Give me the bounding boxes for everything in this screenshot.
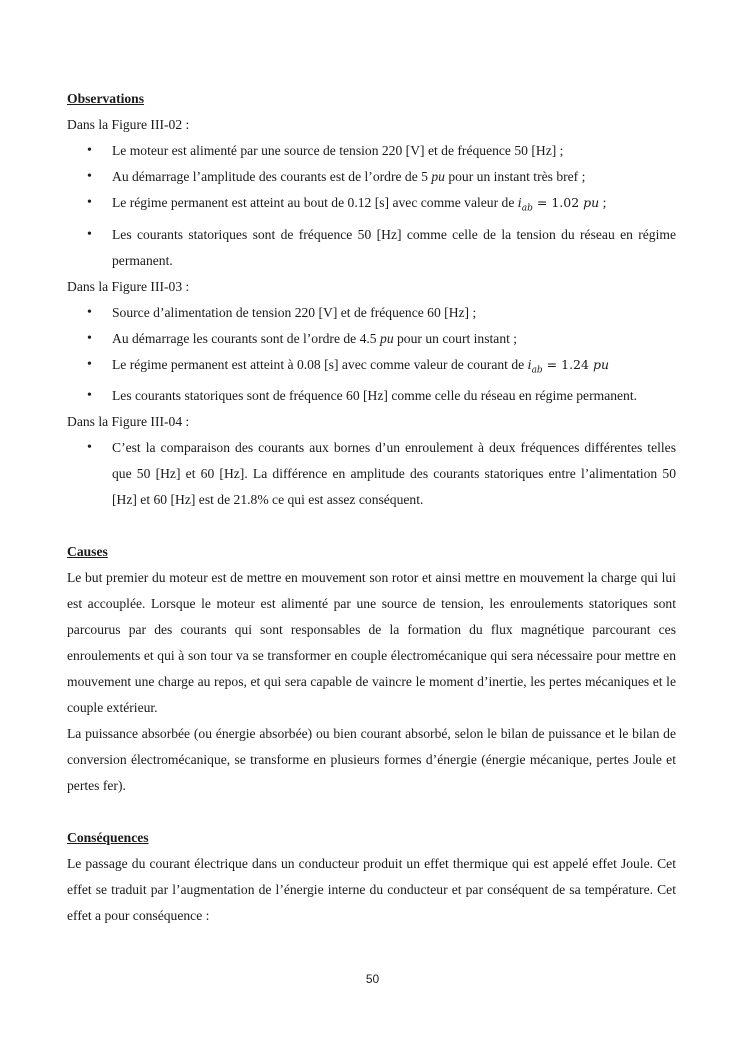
unit-pu: pu [431,169,445,184]
math-var: i [527,356,532,372]
math-current-iab [517,195,600,214]
causes-paragraph-1: Le but premier du moteur est de mettre en mouvement son rotor et ainsi mettre en mouvement la charge qui lui est accouplée. Lorsque le moteur est alimenté par une source de tension, les enroulements statoriques sont parcourus par des courants qui sont responsables de la formation du flux magnétique parcourant ces enroulements et qui à son tour va se transformer en couple électromécanique qui sera nécessaire pour mettre en mouvement une charge au repos, et qui sera capable de vaincre le moment d’inertie, les pertes mécaniques et le couple extérieur. [67,570,676,715]
text-segment: pour un court instant ; [393,330,518,346]
list-item: • Les courants statoriques sont de fréquence 60 [Hz] comme celle du réseau en régime permanent. [67,383,676,409]
text-segment: Au démarrage l’amplitude des courants est de l’ordre de 5 [112,169,432,184]
text-segment: Le régime permanent est atteint au bout de 0.12 [s] avec comme valeur de [112,195,518,210]
figure-04-intro: Dans la Figure III-04 : [67,414,190,429]
figure-02-list [67,138,676,274]
consequences-paragraph-1: Le passage du courant électrique dans un conducteur produit un effet thermique qui est appelé effet Joule. Cet effet se traduit par l’augmentation de l’énergie interne du conducteur et par conséquent de sa température. Cet effet a pour conséquence : [67,856,676,923]
page-number: 50 [365,972,380,986]
list-item [67,326,676,352]
math-value: = 1.02 [532,195,584,210]
spacer [67,799,676,825]
list-item: • Le moteur est alimenté par une source de tension 220 [V] et de fréquence 50 [Hz] ; [67,138,676,164]
causes-paragraph-2: La puissance absorbée (ou énergie absorbée) ou bien courant absorbé, selon le bilan de puissance et le bilan de conversion électromécanique, se transforme en plusieurs formes d’énergie (énergie mécanique, pertes Joule et pertes fer). [67,726,676,793]
math-unit: pu [592,356,609,372]
unit-pu: pu [380,330,394,346]
figure-03-intro: Dans la Figure III-03 : [67,278,190,294]
consequences-heading: Conséquences [67,830,149,845]
text-segment: pour un instant très bref ; [444,169,586,184]
document-body [67,86,676,929]
list-item [67,352,676,384]
text-segment: Le régime permanent est atteint à 0.08 [s] avec comme valeur de courant de [112,356,528,372]
list-item: • Les courants statoriques sont de fréquence 50 [Hz] comme celle de la tension du réseau en régime permanent. [67,222,676,274]
causes-heading: Causes [67,544,108,559]
math-subscript: ab [521,203,533,214]
figure-03-list [67,300,676,410]
figure-04-list [67,435,676,513]
text-segment: ; [599,195,607,210]
math-unit: pu [583,195,600,210]
math-current-iab [527,356,609,375]
text-segment: Au démarrage les courants sont de l’ordre de 4.5 [112,330,381,346]
list-item: • C’est la comparaison des courants aux bornes d’un enroulement à deux fréquences différentes telles que 50 [Hz] et 60 [Hz]. La différence en amplitude des courants statoriques entre l’alimentation 50 [Hz] et 60 [Hz] est de 21.8% ce qui est assez conséquent. [67,435,676,513]
observations-heading: Observations [67,91,145,106]
list-item: • Source d’alimentation de tension 220 [V] et de fréquence 60 [Hz] ; [67,300,676,326]
figure-02-intro: Dans la Figure III-02 : [67,117,190,132]
math-value: = 1.24 [542,356,593,372]
list-item [67,164,676,190]
list-item [67,190,676,222]
math-subscript: ab [531,365,543,375]
spacer [67,513,676,539]
math-var: i [517,195,522,210]
